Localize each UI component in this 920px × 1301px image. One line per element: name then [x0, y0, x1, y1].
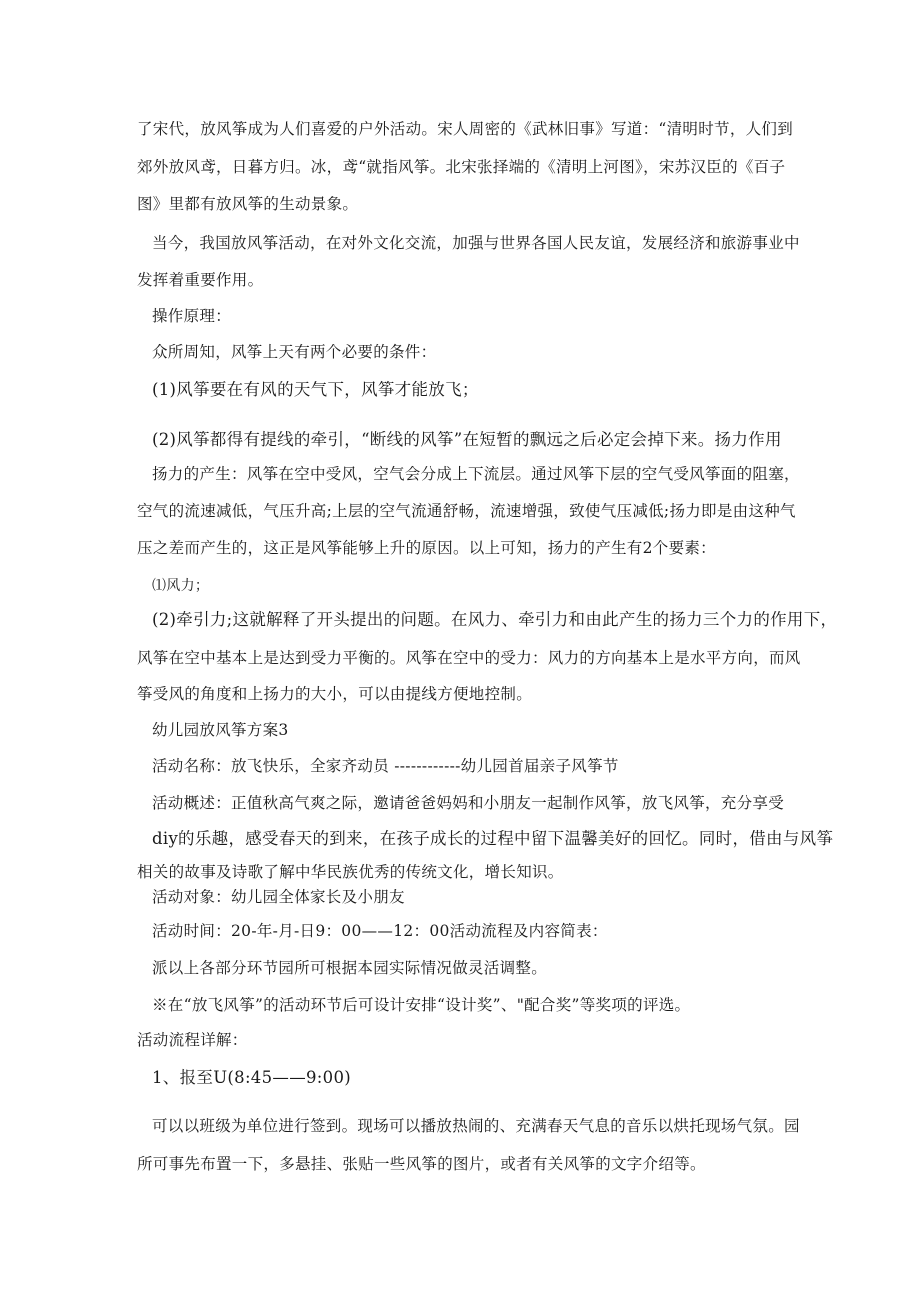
paragraph-line: diy的乐趣，感受春天的到来，在孩子成长的过程中留下温馨美好的回忆。同时，借由与风筝	[152, 829, 834, 848]
paragraph-line: 图》里都有放风筝的生动景象。	[137, 195, 359, 213]
paragraph-line: 相关的故事及诗歌了解中华民族优秀的传统文化，增长知识。	[137, 863, 564, 881]
paragraph-line: 发挥着重要作用。	[137, 271, 264, 289]
paragraph-line: 当今，我国放风筝活动，在对外文化交流，加强与世界各国人民友谊，发展经济和旅游事业中	[152, 234, 800, 252]
paragraph-line: 空气的流速减低，气压升高;上层的空气流通舒畅，流速增强，致使气压减低;扬力即是由这种气	[137, 502, 796, 520]
section-heading: 幼儿园放风筝方案3	[152, 721, 289, 739]
section-heading: 活动流程详解：	[137, 1031, 248, 1049]
paragraph-line: 郊外放风鸢，日暮方归。冰，鸢“就指风筝。北宋张择端的《清明上河图》，宋苏汉臣的《百子	[137, 158, 786, 176]
paragraph-line: 扬力的产生：风筝在空中受风，空气会分成上下流层。通过风筝下层的空气受风筝面的阻塞，	[152, 465, 800, 483]
paragraph-line: 活动名称：放飞快乐，全家齐动员 ------------幼儿园首届亲子风筝节	[152, 757, 619, 775]
paragraph-line: 筝受风的角度和上扬力的大小，可以由提线方便地控制。	[137, 685, 533, 703]
paragraph-line: 众所周知，风筝上天有两个必要的条件：	[152, 343, 437, 361]
list-item: (1)风筝要在有风的天气下，风筝才能放飞；	[152, 380, 479, 399]
paragraph-line: 活动对象：幼儿园全体家长及小朋友	[152, 888, 405, 906]
numbered-heading: 1、报至U(8:45——9:00)	[152, 1068, 351, 1087]
list-item: (2)牵引力;这就解释了开头提出的问题。在风力、牵引力和由此产生的扬力三个力的作用下，	[152, 610, 838, 629]
list-item: ⑴风力；	[152, 578, 210, 594]
paragraph-line: 活动时间：20-年-月-日9：00——12：00活动流程及内容简表：	[152, 922, 608, 940]
paragraph-line: 派以上各部分环节园所可根据本园实际情况做灵活调整。	[152, 959, 548, 977]
paragraph-line: ※在“放飞风筝”的活动环节后可设计安排“设计奖”、"配合奖”等奖项的评选。	[152, 996, 691, 1014]
list-item: (2)风筝都得有提线的牵引，“断线的风筝”在短暂的飘远之后必定会掉下来。扬力作用	[152, 430, 782, 449]
paragraph-line: 活动概述：正值秋高气爽之际，邀请爸爸妈妈和小朋友一起制作风筝，放飞风筝，充分享受	[152, 794, 785, 812]
paragraph-line: 可以以班级为单位进行签到。现场可以播放热闹的、充满春天气息的音乐以烘托现场气氛。园	[152, 1117, 800, 1135]
paragraph-line: 所可事先布置一下，多悬挂、张贴一些风筝的图片，或者有关风筝的文字介绍等。	[137, 1155, 706, 1173]
paragraph-line: 了宋代，放风筝成为人们喜爱的户外活动。宋人周密的《武林旧事》写道：“清明时节，人们到	[137, 120, 794, 138]
section-heading: 操作原理：	[152, 307, 232, 325]
paragraph-line: 风筝在空中基本上是达到受力平衡的。风筝在空中的受力：风力的方向基本上是水平方向，而风	[137, 649, 801, 667]
paragraph-line: 压之差而产生的，这正是风筝能够上升的原因。以上可知，扬力的产生有2个要素：	[137, 539, 716, 557]
